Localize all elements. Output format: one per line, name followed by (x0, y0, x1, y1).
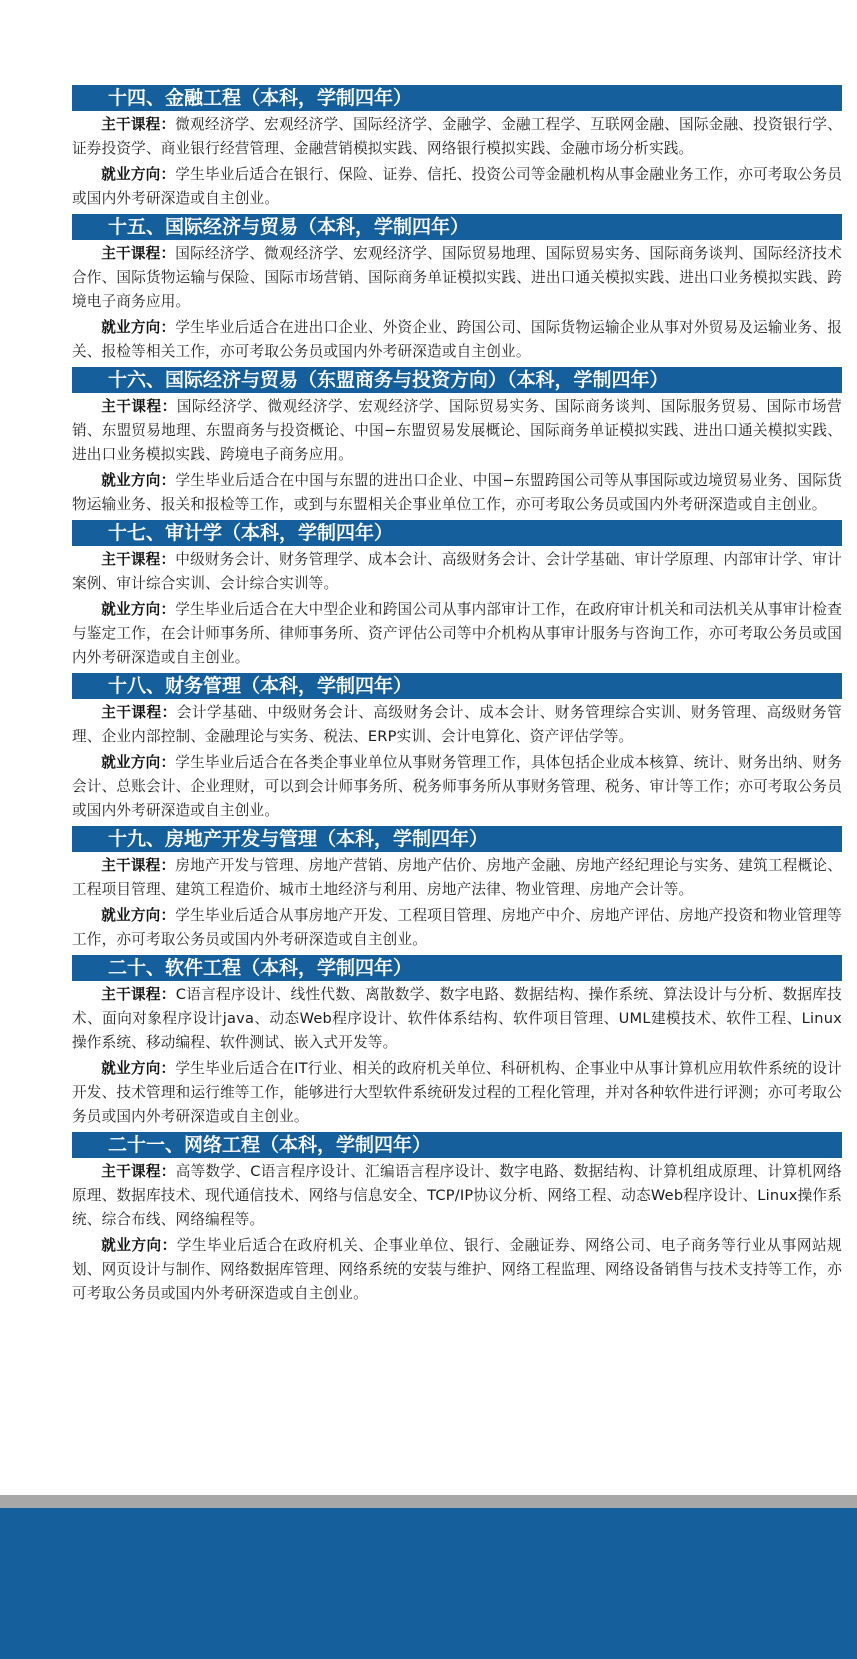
courses-label: 主干课程： (101, 551, 176, 568)
career-text: 学生毕业后适合在各类企事业单位从事财务管理工作，具体包括企业成本核算、统计、财务出纳、财务会计、总账会计、企业理财，可以到会计师事务所、税务师事务所从事财务管理、税务、审计等工作；亦可考取公务员或国内外考研深造或自主创业。 (72, 754, 842, 819)
program-section (72, 520, 842, 670)
program-section (72, 1132, 842, 1306)
career-text: 学生毕业后适合在IT行业、相关的政府机关单位、科研机构、企事业中从事计算机应用软件系统的设计开发、技术管理和运行维等工作，能够进行大型软件系统研发过程的工程化管理，并对各种软件进行评测；亦可考取公务员或国内外考研深造或自主创业。 (72, 1060, 842, 1125)
courses-text: 国际经济学、微观经济学、宏观经济学、国际贸易实务、国际商务谈判、国际服务贸易、国际市场营销、东盟贸易地理、东盟商务与投资概论、中国−东盟贸易发展概论、国际商务单证模拟实践、进出口通关模拟实践、进出口业务模拟实践、跨境电子商务应用。 (72, 398, 842, 463)
career-text: 学生毕业后适合在银行、保险、证券、信托、投资公司等金融机构从事金融业务工作，亦可考取公务员或国内外考研深造或自主创业。 (72, 166, 842, 207)
courses-label: 主干课程： (101, 398, 177, 415)
footer-gray-band (0, 1495, 857, 1508)
career-paragraph (72, 469, 842, 517)
footer-blue-panel (0, 1508, 857, 1659)
section-title: 十九、房地产开发与管理（本科，学制四年） (72, 826, 842, 852)
career-label: 就业方向： (101, 472, 176, 489)
section-title: 十八、财务管理（本科，学制四年） (72, 673, 842, 699)
courses-label: 主干课程： (101, 116, 176, 133)
career-paragraph (72, 751, 842, 823)
courses-text: 高等数学、C语言程序设计、汇编语言程序设计、数字电路、数据结构、计算机组成原理、计算机网络原理、数据库技术、现代通信技术、网络与信息安全、TCP/IP协议分析、网络工程、动态Web程序设计、Linux操作系统、综合布线、网络编程等。 (72, 1163, 842, 1228)
courses-text: 中级财务会计、财务管理学、成本会计、高级财务会计、会计学基础、审计学原理、内部审计学、审计案例、审计综合实训、会计综合实训等。 (72, 551, 842, 592)
courses-paragraph (72, 242, 842, 314)
program-section (72, 367, 842, 517)
career-text: 学生毕业后适合在中国与东盟的进出口企业、中国−东盟跨国公司等从事国际或边境贸易业务、国际货物运输业务、报关和报检等工作，或到与东盟相关企事业单位工作，亦可考取公务员或国内外考研深造或自主创业。 (72, 472, 842, 513)
career-text: 学生毕业后适合在政府机关、企事业单位、银行、金融证券、网络公司、电子商务等行业从事网站规划、网页设计与制作、网络数据库管理、网络系统的安装与维护、网络工程监理、网络设备销售与技术支持等工作，亦可考取公务员或国内外考研深造或自主创业。 (72, 1237, 842, 1302)
section-title: 十六、国际经济与贸易（东盟商务与投资方向）（本科，学制四年） (72, 367, 842, 393)
courses-text: 会计学基础、中级财务会计、高级财务会计、成本会计、财务管理综合实训、财务管理、高级财务管理、企业内部控制、金融理论与实务、税法、ERP实训、会计电算化、资产评估学等。 (72, 704, 842, 745)
courses-paragraph (72, 854, 842, 902)
courses-paragraph (72, 983, 842, 1055)
courses-text: 微观经济学、宏观经济学、国际经济学、金融学、金融工程学、互联网金融、国际金融、投资银行学、证券投资学、商业银行经营管理、金融营销模拟实践、网络银行模拟实践、金融市场分析实践。 (72, 116, 842, 157)
career-label: 就业方向： (101, 1060, 176, 1077)
career-paragraph (72, 316, 842, 364)
career-label: 就业方向： (101, 319, 176, 336)
courses-paragraph (72, 701, 842, 749)
career-label: 就业方向： (101, 907, 176, 924)
career-paragraph (72, 1234, 842, 1306)
career-label: 就业方向： (101, 1237, 177, 1254)
career-text: 学生毕业后适合在大中型企业和跨国公司从事内部审计工作，在政府审计机关和司法机关从事审计检查与鉴定工作，在会计师事务所、律师事务所、资产评估公司等中介机构从事审计服务与咨询工作，亦可考取公务员或国内外考研深造或自主创业。 (72, 601, 842, 666)
career-text: 学生毕业后适合从事房地产开发、工程项目管理、房地产中介、房地产评估、房地产投资和物业管理等工作，亦可考取公务员或国内外考研深造或自主创业。 (72, 907, 842, 948)
courses-label: 主干课程： (101, 857, 176, 874)
courses-label: 主干课程： (101, 245, 176, 262)
courses-paragraph (72, 1160, 842, 1232)
courses-paragraph (72, 113, 842, 161)
program-section (72, 826, 842, 952)
courses-text: 房地产开发与管理、房地产营销、房地产估价、房地产金融、房地产经纪理论与实务、建筑工程概论、工程项目管理、建筑工程造价、城市土地经济与利用、房地产法律、物业管理、房地产会计等。 (72, 857, 842, 898)
courses-paragraph (72, 395, 842, 467)
section-title: 十七、审计学（本科，学制四年） (72, 520, 842, 546)
section-title: 十四、金融工程（本科，学制四年） (72, 85, 842, 111)
career-label: 就业方向： (101, 754, 176, 771)
program-section (72, 955, 842, 1129)
courses-label: 主干课程： (101, 704, 177, 721)
program-section (72, 673, 842, 823)
program-list (72, 82, 842, 1306)
section-title: 十五、国际经济与贸易（本科，学制四年） (72, 214, 842, 240)
program-section (72, 214, 842, 364)
career-paragraph (72, 904, 842, 952)
courses-text: C语言程序设计、线性代数、离散数学、数字电路、数据结构、操作系统、算法设计与分析、数据库技术、面向对象程序设计java、动态Web程序设计、软件体系结构、软件项目管理、UML建模技术、软件工程、Linux操作系统、移动编程、软件测试、嵌入式开发等。 (72, 986, 842, 1051)
courses-text: 国际经济学、微观经济学、宏观经济学、国际贸易地理、国际贸易实务、国际商务谈判、国际经济技术合作、国际货物运输与保险、国际市场营销、国际商务单证模拟实践、进出口通关模拟实践、进出口业务模拟实践、跨境电子商务应用。 (72, 245, 842, 310)
career-text: 学生毕业后适合在进出口企业、外资企业、跨国公司、国际货物运输企业从事对外贸易及运输业务、报关、报检等相关工作，亦可考取公务员或国内外考研深造或自主创业。 (72, 319, 842, 360)
career-paragraph (72, 163, 842, 211)
career-label: 就业方向： (101, 166, 176, 183)
section-title: 二十一、网络工程（本科，学制四年） (72, 1132, 842, 1158)
career-paragraph (72, 598, 842, 670)
section-title: 二十、软件工程（本科，学制四年） (72, 955, 842, 981)
courses-label: 主干课程： (101, 986, 176, 1003)
career-paragraph (72, 1057, 842, 1129)
career-label: 就业方向： (101, 601, 176, 618)
courses-paragraph (72, 548, 842, 596)
courses-label: 主干课程： (101, 1163, 176, 1180)
program-section (72, 85, 842, 211)
